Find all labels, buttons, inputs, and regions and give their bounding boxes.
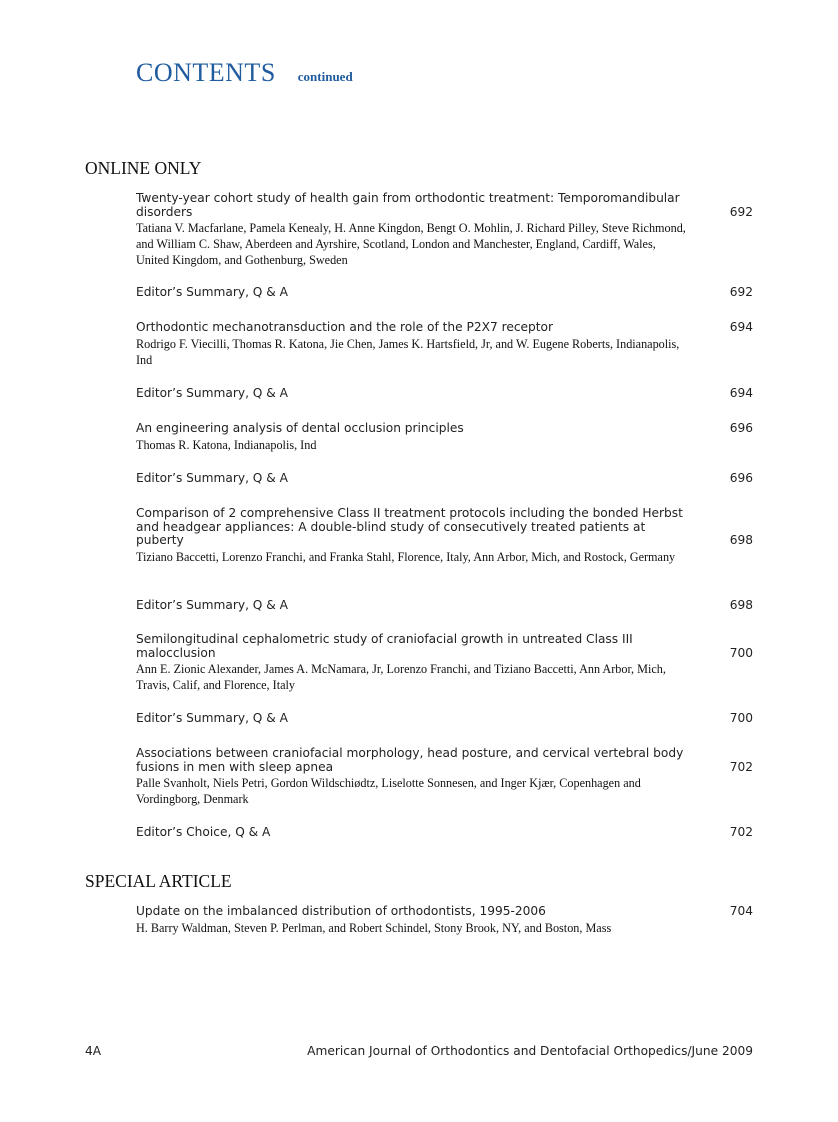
- entry-authors: Ann E. Zionic Alexander, James A. McNamara, Jr, Lorenzo Franchi, and Tiziano Baccetti, Ann Arbor, Mich, Travis, Calif, and Florence, Italy: [136, 662, 666, 692]
- entry-title[interactable]: Comparison of 2 comprehensive Class II treatment protocols including the bonded Herbst and headgear appliances: A double-blind study of consecutively treated patients at puberty: [136, 506, 683, 547]
- entry-title[interactable]: Editor’s Summary, Q & A: [136, 711, 288, 725]
- entry-title[interactable]: Editor’s Choice, Q & A: [136, 825, 271, 839]
- entry-title[interactable]: Associations between craniofacial morphology, head posture, and cervical vertebral body fusions in men with sleep apnea: [136, 746, 684, 774]
- entry-page-number: 694: [729, 320, 753, 334]
- section-heading-special-article: SPECIAL ARTICLE: [85, 871, 232, 891]
- entry-page-number: 702: [729, 825, 753, 839]
- entry-title[interactable]: An engineering analysis of dental occlusion principles: [136, 421, 464, 435]
- footer-journal-name: American Journal of Orthodontics and Dentofacial Orthopedics/June 2009: [307, 1044, 753, 1058]
- entry-title[interactable]: Editor’s Summary, Q & A: [136, 471, 288, 485]
- entry-title[interactable]: Semilongitudinal cephalometric study of craniofacial growth in untreated Class III malocclusion: [136, 632, 633, 660]
- entry-page-number: 692: [729, 285, 753, 299]
- toc-entry[interactable]: [136, 286, 753, 300]
- entry-title[interactable]: Editor’s Summary, Q & A: [136, 598, 288, 612]
- section-heading-online-only: ONLINE ONLY: [85, 158, 202, 178]
- toc-entry[interactable]: [136, 905, 753, 936]
- entry-page-number: 694: [729, 386, 753, 400]
- entry-page-number: 700: [729, 645, 753, 660]
- entry-title[interactable]: Update on the imbalanced distribution of orthodontists, 1995-2006: [136, 904, 546, 918]
- entry-authors: Palle Svanholt, Niels Petri, Gordon Wildschiødtz, Liselotte Sonnesen, and Inger Kjær, Copenhagen and Vordingborg, Denmark: [136, 776, 641, 806]
- page-header: [136, 58, 353, 88]
- entry-authors: Tiziano Baccetti, Lorenzo Franchi, and Franka Stahl, Florence, Italy, Ann Arbor, Mich, and Rostock, Germany: [136, 549, 676, 564]
- toc-entry[interactable]: [136, 422, 753, 453]
- entry-title[interactable]: Editor’s Summary, Q & A: [136, 285, 288, 299]
- entry-page-number: 702: [729, 759, 753, 774]
- toc-entry[interactable]: [136, 747, 753, 807]
- entry-page-number: 700: [729, 711, 753, 725]
- toc-entry[interactable]: [136, 633, 753, 693]
- entry-authors: Rodrigo F. Viecilli, Thomas R. Katona, Jie Chen, James K. Hartsfield, Jr, and W. Eugene Roberts, Indianapolis, Ind: [136, 336, 680, 367]
- toc-entry[interactable]: [136, 472, 753, 486]
- entry-authors: H. Barry Waldman, Steven P. Perlman, and Robert Schindel, Stony Brook, NY, and Boston, Mass: [136, 920, 612, 935]
- entry-title[interactable]: Twenty-year cohort study of health gain from orthodontic treatment: Temporomandibular disorders: [136, 191, 680, 219]
- entry-page-number: 704: [729, 904, 753, 918]
- entry-page-number: 696: [729, 471, 753, 485]
- toc-entry[interactable]: [136, 192, 753, 268]
- toc-entry[interactable]: [136, 826, 753, 840]
- toc-entry[interactable]: [136, 507, 753, 565]
- entry-authors: Tatiana V. Macfarlane, Pamela Kenealy, H. Anne Kingdon, Bengt O. Mohlin, J. Richard Pilley, Steve Richmond, and William C. Shaw, Aberdeen and Ayrshire, Scotland, London and Manchester, England, Cardiff, Wales, United Kingdom, and Gothenburg, Sweden: [136, 221, 686, 267]
- toc-entry[interactable]: [136, 599, 753, 613]
- entry-page-number: 698: [729, 533, 753, 547]
- entry-page-number: 696: [729, 421, 753, 435]
- entry-page-number: 698: [729, 598, 753, 612]
- entry-title[interactable]: Editor’s Summary, Q & A: [136, 386, 288, 400]
- toc-entry[interactable]: [136, 387, 753, 401]
- footer-page-label: 4A: [85, 1044, 102, 1058]
- entry-title[interactable]: Orthodontic mechanotransduction and the role of the P2X7 receptor: [136, 320, 554, 334]
- toc-entry[interactable]: [136, 321, 753, 368]
- entry-authors: Thomas R. Katona, Indianapolis, Ind: [136, 437, 317, 452]
- entry-page-number: 692: [729, 204, 753, 219]
- continued-label: continued: [297, 69, 353, 84]
- toc-entry[interactable]: [136, 712, 753, 726]
- page-title: CONTENTS: [136, 58, 276, 87]
